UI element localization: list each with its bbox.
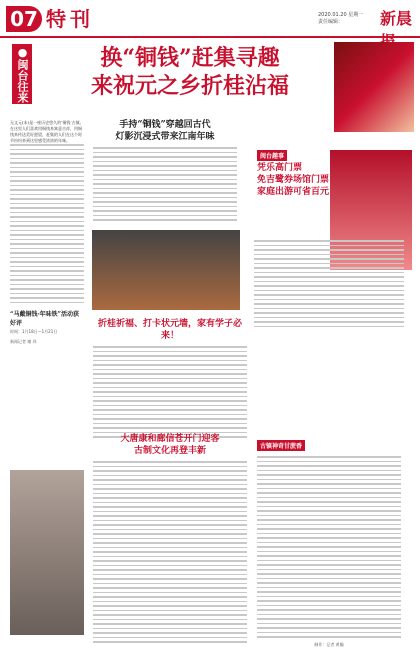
article-1 bbox=[90, 116, 240, 216]
left-paragraph: 无文元(未)是一座历史悠久的‘铜钱’古镇，在这里人们喜欢用铜钱来寓意吉祥，用铜钱来传达美好愿望，赶集的人们在这个时节纷纷来到这里感受浓浓的年味。 bbox=[10, 120, 84, 143]
photo-main bbox=[92, 230, 240, 310]
article-4-title-1: 大唐康和廊信苍开门迎客 bbox=[120, 434, 220, 444]
editor-line: 责任编辑： bbox=[318, 19, 344, 25]
left-column bbox=[10, 120, 84, 345]
article-4 bbox=[90, 430, 250, 630]
right-column-text bbox=[254, 240, 404, 330]
headline-line-2: 来祝元之乡折桂沾福 bbox=[90, 73, 289, 99]
section-title: 特刊 bbox=[46, 7, 94, 31]
article-3-lines bbox=[93, 346, 247, 438]
page-header bbox=[0, 0, 420, 36]
text-lines bbox=[10, 144, 84, 303]
photo-top-right bbox=[334, 42, 414, 132]
left-subtitle: “马戴铜钱·年味铁”活动获好评 bbox=[10, 311, 79, 327]
article-5-lines bbox=[257, 456, 401, 638]
article-5 bbox=[254, 430, 404, 647]
article-5-tag: 古镇神奇甘蔗香 bbox=[257, 440, 305, 451]
left-time: 时间：1月18日—1月21日 bbox=[10, 329, 58, 334]
article-3 bbox=[90, 315, 250, 425]
article-4-lines bbox=[93, 461, 247, 643]
column-label: ●闽台往来 bbox=[12, 44, 32, 104]
article-2-tag: 闽台趣事 bbox=[257, 150, 287, 161]
newspaper-logo: 新晨 bbox=[380, 9, 413, 28]
article-2-title-1: 凭乐高门票 bbox=[257, 163, 303, 173]
article-2-title-3: 家庭出游可省百元 bbox=[257, 187, 330, 197]
article-1-lines bbox=[93, 147, 237, 221]
article-1-title-1: 手持“铜钱”穿越回古代 bbox=[119, 120, 211, 130]
article-1-title-2: 灯影沉浸式带来江南年味 bbox=[115, 132, 215, 142]
photo-left-lower bbox=[10, 470, 84, 635]
article-2-title-2: 免吉鹭券场馆门票 bbox=[257, 175, 330, 185]
header-rule bbox=[0, 36, 420, 38]
article-3-title: 折桂祈福、打卡状元墙，家有学子必来！ bbox=[97, 319, 242, 341]
left-sign: 新闻记者 谢 玮 bbox=[10, 339, 37, 344]
page-number: 07 bbox=[6, 6, 42, 32]
issue-meta bbox=[318, 12, 378, 26]
credit-line: 制作：记者 黄瀚 bbox=[314, 641, 344, 647]
date-line: 2020.01.20 星期一 bbox=[318, 12, 364, 18]
headline-line-1: 换“铜钱”赶集寻趣 bbox=[100, 45, 280, 71]
main-headline bbox=[50, 44, 330, 100]
article-4-title-2: 古制文化再登丰新 bbox=[133, 446, 206, 456]
